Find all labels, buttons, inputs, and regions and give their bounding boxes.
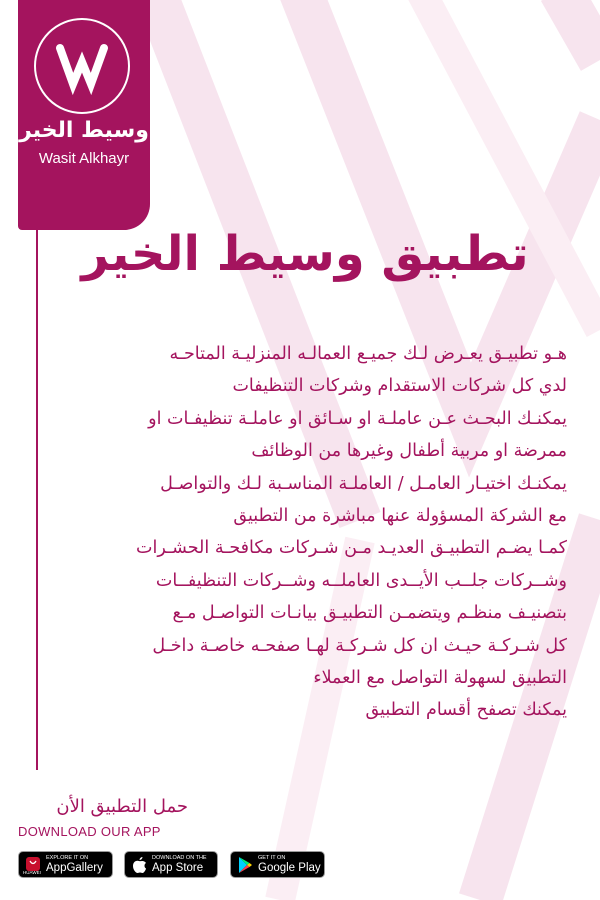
badge-store-name: App Store (152, 862, 204, 874)
download-label-arabic: حمل التطبيق الأن (56, 796, 188, 817)
apple-icon (131, 856, 147, 874)
logo-name-arabic: وسيط الخير (19, 118, 149, 143)
badge-small-text: DOWNLOAD ON THE (152, 855, 207, 861)
description-line: هـو تطبيـق يعـرض لـك جميـع العمالـه المنزليـة المتاحـه (169, 344, 567, 364)
description-line: كمـا يضـم التطبيـق العديـد مـن شـركات مكافحـة الحشـرات (136, 538, 567, 559)
download-label-english: DOWNLOAD OUR APP (18, 824, 161, 839)
description-line: بتصنيـف منظـم ويتضمـن التطبيـق بيانـات التواصـل مـع (172, 603, 567, 624)
appgallery-badge[interactable] (18, 851, 113, 878)
description-text (55, 338, 567, 727)
googleplay-badge[interactable] (230, 851, 325, 878)
description-line: يمكنـك اختيـار العامـل / العاملـة المناسـبة لـك والتواصـل (160, 473, 567, 494)
badge-small-text: EXPLORE IT ON (46, 855, 89, 861)
description-line: يمكنك تصفح أقسام التطبيق (365, 700, 567, 721)
badge-store-name: Google Play (258, 862, 321, 874)
badge-store-name: AppGallery (46, 862, 103, 874)
badge-maker-text: HUAWEI (23, 870, 41, 875)
logo-banner (18, 0, 150, 230)
description-line: كل شـركـة حيـث ان كل شـركـة لهـا صفحـه خاصـة داخـل (152, 635, 567, 656)
description-line: التطبيق لسهولة التواصل مع العملاء (313, 668, 567, 689)
badge-small-text: GET IT ON (258, 855, 286, 861)
logo-name-english: Wasit Alkhayr (38, 150, 130, 167)
w-monogram-icon (36, 20, 128, 112)
description-line: ممرضة او مربية أطفال وغيرها من الوظائف (251, 441, 567, 462)
google-play-icon (237, 856, 253, 874)
appstore-badge[interactable] (124, 851, 218, 878)
description-line: وشــركات جلــب الأيــدى العاملــه وشــركات التنظيفــات (155, 570, 567, 591)
description-line: لدي كل شركات الاستقدام وشركات التنظيفات (232, 376, 567, 397)
page-title: تطبيق وسيط الخير (81, 226, 529, 282)
description-line: مع الشركة المسؤولة عنها مباشرة من التطبيق (233, 506, 567, 527)
description-line: يمكنـك البحـث عـن عاملـة او سـائق او عاملـة تنظيفـات او (148, 408, 567, 429)
logo-circle (34, 18, 130, 114)
decorative-vertical-line (36, 230, 38, 770)
